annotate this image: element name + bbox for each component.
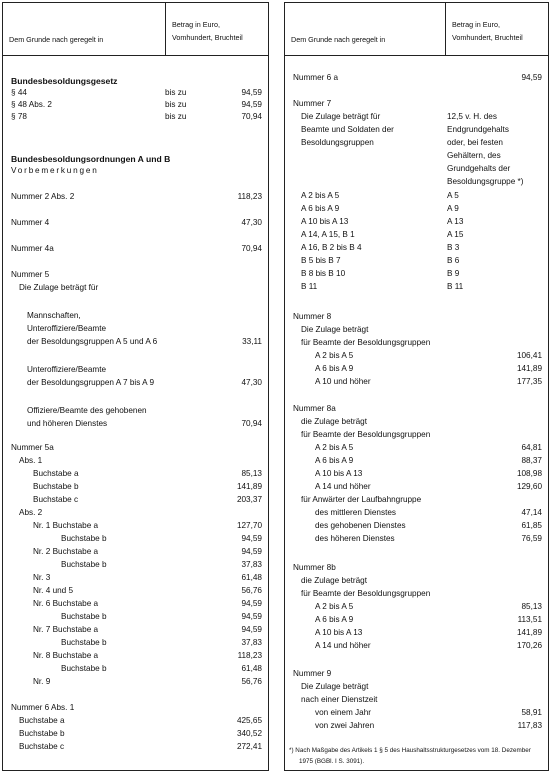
row-amount: 127,70 [236, 521, 262, 530]
table-row [3, 612, 268, 623]
row-label: A 14 und höher [315, 641, 371, 650]
table-row [3, 586, 268, 597]
table-row [285, 482, 548, 493]
table-row [3, 100, 268, 111]
row-label: A 2 bis A 5 [301, 191, 340, 200]
footnote [289, 745, 531, 767]
table-row [3, 547, 268, 558]
row-label: der Besoldungsgruppen A 7 bis A 9 [27, 378, 155, 387]
row-label: Nr. 6 Buchstabe a [33, 599, 99, 608]
table-row [285, 338, 548, 349]
row-label: die Zulage beträgt [301, 417, 367, 426]
row-label: Buchstabe a [33, 469, 79, 478]
table-row [3, 270, 268, 281]
row-label: A 6 bis A 9 [315, 456, 354, 465]
row-amount: 340,52 [236, 729, 262, 738]
table-row [285, 669, 548, 680]
table-row [285, 682, 548, 693]
row-label: Offiziere/Beamte des gehobenen [27, 406, 147, 415]
row-label: Vorbemerkungen [11, 166, 99, 175]
row-label: A 6 bis A 9 [301, 204, 340, 213]
table-row [285, 417, 548, 428]
right-table-body [285, 55, 548, 770]
row-amount: 85,13 [241, 469, 262, 478]
table-row [3, 218, 268, 229]
column-header-label: Dem Grunde nach geregelt in [9, 35, 104, 44]
row-label: für Beamte der Besoldungsgruppen [301, 430, 431, 439]
header-divider [445, 3, 446, 55]
table-row [285, 73, 548, 84]
row-label: für Beamte der Besoldungsgruppen [301, 338, 431, 347]
table-row [3, 192, 268, 203]
column-header-label: Dem Grunde nach geregelt in [291, 35, 386, 44]
row-amount: 141,89 [516, 364, 542, 373]
row-label: § 44 [11, 88, 27, 97]
left-table [2, 2, 269, 771]
right-table-header [285, 3, 548, 56]
row-label: Nr. 2 Buchstabe a [33, 547, 99, 556]
left-table-header [3, 3, 268, 56]
row-amount: 94,59 [521, 73, 542, 82]
row-amount: 94,59 [241, 100, 262, 109]
row-label: Besoldungsgruppen [301, 138, 374, 147]
header-divider [165, 3, 166, 55]
table-row [285, 138, 548, 149]
table-row [285, 125, 548, 136]
table-row [3, 154, 268, 165]
row-label: B 5 bis B 7 [301, 256, 341, 265]
row-amount: 64,81 [521, 443, 542, 452]
table-row [285, 112, 548, 123]
table-row [3, 166, 268, 177]
row-label: Buchstabe c [19, 742, 65, 751]
table-row [285, 430, 548, 441]
row-amount: 76,59 [521, 534, 542, 543]
row-amount: 85,13 [521, 602, 542, 611]
row-label: Nummer 2 Abs. 2 [11, 192, 75, 201]
row-label: A 16, B 2 bis B 4 [301, 243, 362, 252]
table-row [3, 703, 268, 714]
row-qualifier: A 9 [447, 204, 459, 213]
row-qualifier: A 5 [447, 191, 459, 200]
row-label: Buchstabe a [19, 716, 65, 725]
right-table [284, 2, 549, 771]
table-row [3, 716, 268, 727]
row-qualifier: A 13 [447, 217, 464, 226]
table-row [285, 563, 548, 574]
table-row [285, 377, 548, 388]
table-row [285, 364, 548, 375]
table-row [285, 256, 548, 267]
row-amount: 56,76 [241, 586, 262, 595]
table-row [3, 406, 268, 417]
row-qualifier: A 15 [447, 230, 464, 239]
row-label: Die Zulage beträgt für [301, 112, 381, 121]
table-row [3, 521, 268, 532]
table-row [285, 443, 548, 454]
row-label: der Besoldungsgruppen A 5 und A 6 [27, 337, 158, 346]
table-row [3, 508, 268, 519]
table-row [285, 312, 548, 323]
table-row [285, 708, 548, 719]
row-label: Nr. 4 und 5 [33, 586, 74, 595]
table-row [3, 638, 268, 649]
row-label: B 11 [301, 282, 318, 291]
table-row [285, 521, 548, 532]
table-row [3, 365, 268, 376]
table-row [285, 351, 548, 362]
row-label: A 10 bis A 13 [301, 217, 349, 226]
row-label: Mannschaften, [27, 311, 81, 320]
row-label: Buchstabe b [61, 638, 107, 647]
table-row [285, 282, 548, 293]
row-label: Nr. 3 [33, 573, 51, 582]
row-amount: 118,23 [237, 192, 262, 201]
row-label: Nummer 8a [293, 404, 336, 413]
row-amount: 170,26 [516, 641, 542, 650]
row-label: Bundesbesoldungsordnungen A und B [11, 154, 171, 164]
table-row [3, 651, 268, 662]
row-amount: 118,23 [237, 651, 262, 660]
row-qualifier: 12,5 v. H. des [447, 112, 497, 121]
row-label: von einem Jahr [315, 708, 371, 717]
row-amount: 94,59 [241, 88, 262, 97]
table-row [285, 628, 548, 639]
row-label: Nummer 9 [293, 669, 332, 678]
table-row [285, 615, 548, 626]
row-amount: 70,94 [241, 244, 262, 253]
row-qualifier: Endgrundgehalts [447, 125, 509, 134]
table-row [285, 602, 548, 613]
row-label: Abs. 1 [19, 456, 43, 465]
row-label: die Zulage beträgt [301, 576, 367, 585]
table-row [3, 112, 268, 123]
row-label: B 8 bis B 10 [301, 269, 346, 278]
table-row [285, 495, 548, 506]
row-amount: 94,59 [241, 625, 262, 634]
row-label: A 10 bis A 13 [315, 469, 363, 478]
row-amount: 70,94 [241, 419, 262, 428]
table-row [3, 534, 268, 545]
row-amount: 88,37 [521, 456, 542, 465]
row-label: Nummer 5 [11, 270, 50, 279]
row-label: von zwei Jahren [315, 721, 375, 730]
row-label: A 10 und höher [315, 377, 371, 386]
row-label: A 2 bis A 5 [315, 443, 354, 452]
row-qualifier: Gehältern, des [447, 151, 501, 160]
row-label: Buchstabe b [61, 664, 107, 673]
table-row [285, 269, 548, 280]
row-amount: 37,83 [241, 638, 262, 647]
row-label: Nr. 7 Buchstabe a [33, 625, 99, 634]
row-label: des höheren Dienstes [315, 534, 395, 543]
table-row [285, 576, 548, 587]
row-amount: 47,30 [241, 218, 262, 227]
table-row [3, 337, 268, 348]
row-amount: 129,60 [516, 482, 542, 491]
table-row [3, 456, 268, 467]
table-row [3, 469, 268, 480]
row-label: Nummer 7 [293, 99, 332, 108]
row-label: A 2 bis A 5 [315, 351, 354, 360]
row-label: Buchstabe b [61, 612, 107, 621]
table-row [285, 589, 548, 600]
table-row [3, 495, 268, 506]
row-label: A 14 und höher [315, 482, 371, 491]
row-amount: 94,59 [241, 547, 262, 556]
table-row [285, 164, 548, 175]
table-row [285, 243, 548, 254]
row-label: A 10 bis A 13 [315, 628, 363, 637]
row-label: A 2 bis A 5 [315, 602, 354, 611]
row-amount: 94,59 [241, 599, 262, 608]
row-amount: 113,51 [517, 615, 542, 624]
table-row [3, 742, 268, 753]
row-label: Nummer 8b [293, 563, 336, 572]
table-row [285, 204, 548, 215]
row-amount: 141,89 [236, 482, 262, 491]
row-label: Nummer 4 [11, 218, 50, 227]
row-label: Nummer 6 Abs. 1 [11, 703, 75, 712]
row-label: Unteroffiziere/Beamte [27, 324, 107, 333]
table-row [285, 217, 548, 228]
row-amount: 61,85 [521, 521, 542, 530]
table-row [285, 534, 548, 545]
table-row [3, 443, 268, 454]
row-amount: 177,35 [516, 377, 542, 386]
table-row [285, 721, 548, 732]
row-label: Nummer 8 [293, 312, 332, 321]
row-amount: 33,11 [242, 337, 262, 346]
table-row [3, 729, 268, 740]
row-label: Nummer 5a [11, 443, 54, 452]
row-amount: 106,41 [516, 351, 542, 360]
footnote-line-2: 1975 (BGBl. I S. 3091). [299, 758, 365, 765]
row-amount: 61,48 [241, 573, 262, 582]
row-amount: 272,41 [236, 742, 262, 751]
table-row [3, 76, 268, 87]
table-row [285, 191, 548, 202]
row-label: A 6 bis A 9 [315, 615, 354, 624]
table-row [3, 378, 268, 389]
table-row [285, 641, 548, 652]
table-row [285, 151, 548, 162]
row-amount: 94,59 [241, 534, 262, 543]
row-qualifier: B 6 [447, 256, 460, 265]
row-label: Buchstabe b [61, 534, 107, 543]
row-amount: 108,98 [516, 469, 542, 478]
row-label: für Beamte der Besoldungsgruppen [301, 589, 431, 598]
row-amount: 70,94 [241, 112, 262, 121]
row-amount: 61,48 [241, 664, 262, 673]
table-row [285, 99, 548, 110]
row-label: für Anwärter der Laufbahngruppe [301, 495, 422, 504]
table-row [285, 325, 548, 336]
row-label: Buchstabe b [33, 482, 79, 491]
row-amount: 425,65 [236, 716, 262, 725]
table-row [285, 695, 548, 706]
row-qualifier: B 9 [447, 269, 460, 278]
table-row [3, 419, 268, 430]
row-amount: 117,83 [517, 721, 542, 730]
row-amount: 37,83 [241, 560, 262, 569]
row-label: Die Zulage beträgt [301, 682, 369, 691]
table-row [3, 599, 268, 610]
left-table-body [3, 55, 268, 770]
row-amount: 94,59 [241, 612, 262, 621]
row-label: des mittleren Dienstes [315, 508, 396, 517]
table-row [3, 283, 268, 294]
row-qualifier: B 3 [447, 243, 460, 252]
table-row [285, 508, 548, 519]
row-label: Nummer 6 a [293, 73, 339, 82]
row-qualifier: bis zu [165, 112, 187, 121]
row-label: Buchstabe b [61, 560, 107, 569]
row-label: und höheren Dienstes [27, 419, 108, 428]
row-label: § 48 Abs. 2 [11, 100, 52, 109]
table-row [3, 573, 268, 584]
row-label: Unteroffiziere/Beamte [27, 365, 107, 374]
table-row [3, 482, 268, 493]
row-amount: 203,37 [236, 495, 262, 504]
row-label: Buchstabe c [33, 495, 79, 504]
row-label: Nr. 9 [33, 677, 51, 686]
row-amount: 141,89 [516, 628, 542, 637]
row-label: Abs. 2 [19, 508, 43, 517]
row-qualifier: Besoldungsgruppe *) [447, 177, 524, 186]
table-row [285, 230, 548, 241]
row-label: § 78 [11, 112, 27, 121]
table-row [3, 625, 268, 636]
table-row [3, 324, 268, 335]
row-amount: 47,14 [521, 508, 542, 517]
row-label: A 6 bis A 9 [315, 364, 354, 373]
row-qualifier: oder, bei festen [447, 138, 503, 147]
table-row [285, 469, 548, 480]
row-qualifier: bis zu [165, 88, 187, 97]
row-qualifier: B 11 [447, 282, 464, 291]
column-header-amount: Betrag in Euro, Vomhundert, Bruchteil [172, 20, 243, 42]
row-label: Beamte und Soldaten der [301, 125, 394, 134]
column-header-amount: Betrag in Euro, Vomhundert, Bruchteil [452, 20, 523, 42]
row-label: A 14, A 15, B 1 [301, 230, 355, 239]
row-amount: 58,91 [521, 708, 542, 717]
row-label: nach einer Dienstzeit [301, 695, 378, 704]
row-label: Nr. 1 Buchstabe a [33, 521, 99, 530]
table-row [3, 88, 268, 99]
row-qualifier: bis zu [165, 100, 187, 109]
table-row [285, 177, 548, 188]
table-row [3, 677, 268, 688]
row-label: Die Zulage beträgt für [19, 283, 99, 292]
row-label: Die Zulage beträgt [301, 325, 369, 334]
table-row [3, 560, 268, 571]
footnote-line-1: *) Nach Maßgabe des Artikels 1 § 5 des Haushaltsstrukturgesetzes vom 18. Dezember [289, 747, 531, 754]
row-label: des gehobenen Dienstes [315, 521, 406, 530]
row-amount: 56,76 [241, 677, 262, 686]
row-qualifier: Grundgehalts der [447, 164, 511, 173]
table-row [285, 456, 548, 467]
table-row [285, 404, 548, 415]
row-label: Bundesbesoldungsgesetz [11, 76, 118, 86]
table-row [3, 311, 268, 322]
row-label: Buchstabe b [19, 729, 65, 738]
table-row [3, 664, 268, 675]
row-label: Nummer 4a [11, 244, 54, 253]
table-row [3, 244, 268, 255]
row-amount: 47,30 [241, 378, 262, 387]
row-label: Nr. 8 Buchstabe a [33, 651, 99, 660]
